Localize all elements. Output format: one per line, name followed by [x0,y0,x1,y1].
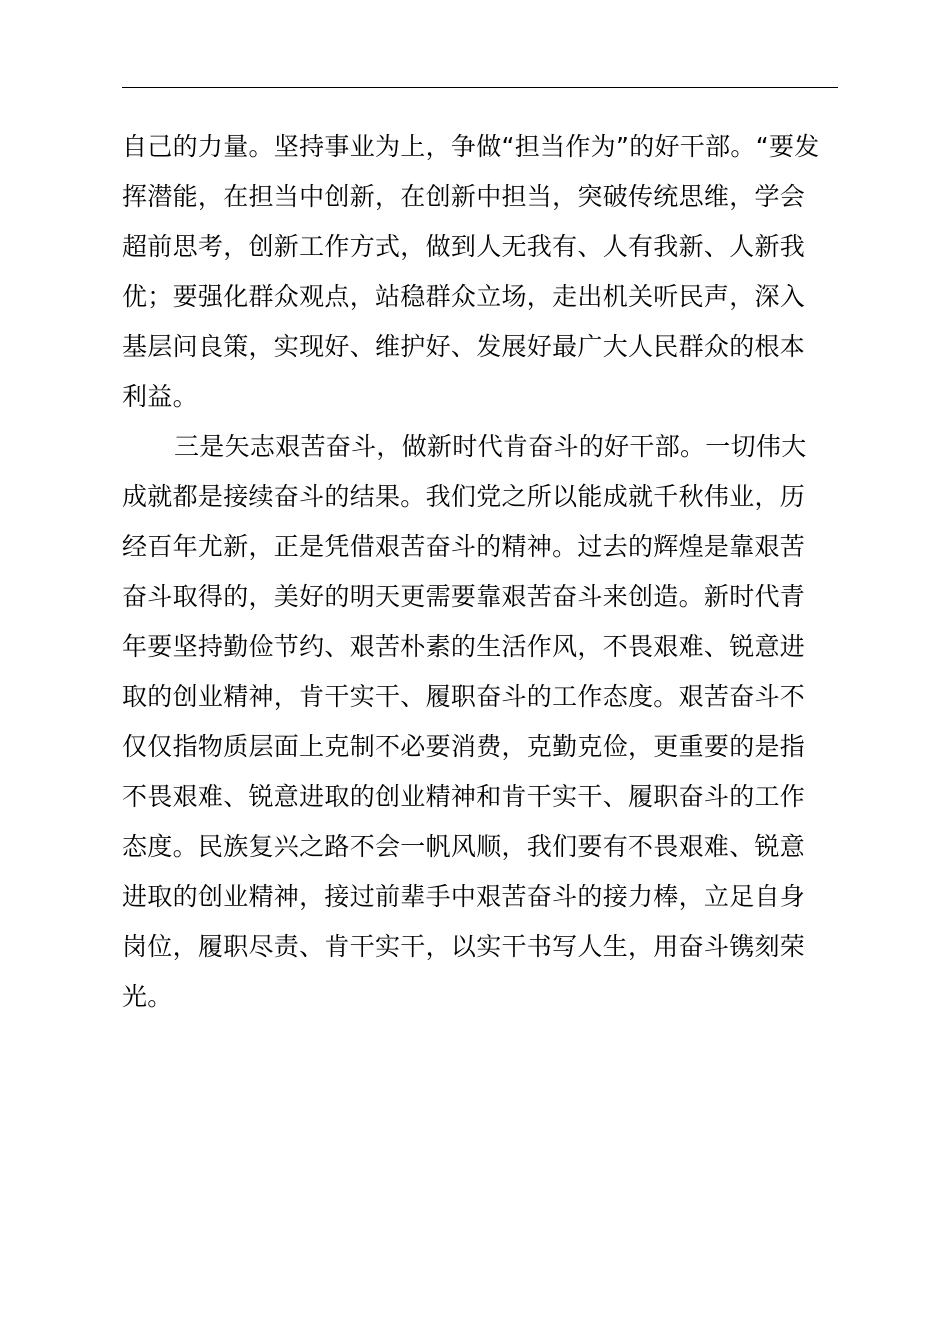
body-text [122,122,838,1022]
text-line: 成就都是接续奋斗的结果。我们党之所以能成就千秋伟业，历 [122,482,806,511]
text-line: 不畏艰难、锐意进取的创业精神和肯干实干、履职奋斗的工作 [122,782,806,811]
text-line: 超前思考，创新工作方式，做到人无我有、人有我新、人新我 [122,232,806,261]
text-line: 年要坚持勤俭节约、艰苦朴素的生活作风，不畏艰难、锐意进 [122,632,806,661]
text-line: 仅仅指物质层面上克制不必要消费，克勤克俭，更重要的是指 [122,732,806,761]
paragraph-first-line: 三是矢志艰苦奋斗，做新时代肯奋斗的好干部。一切伟大 [174,432,807,461]
text-line: 态度。民族复兴之路不会一帆风顺，我们要有不畏艰难、锐意 [122,832,806,861]
text-line: 经百年尤新，正是凭借艰苦奋斗的精神。过去的辉煌是靠艰苦 [122,532,806,561]
text-line: 优；要强化群众观点，站稳群众立场，走出机关听民声，深入 [122,282,806,311]
text-line: 岗位，履职尽责、肯干实干，以实干书写人生，用奋斗镌刻荣 [122,932,806,961]
text-line: 奋斗取得的，美好的明天更需要靠艰苦奋斗来创造。新时代青 [122,582,806,611]
header-rule [122,87,838,88]
text-line: 进取的创业精神，接过前辈手中艰苦奋斗的接力棒，立足自身 [122,882,806,911]
text-line: 光。 [122,982,173,1011]
text-line: 挥潜能，在担当中创新，在创新中担当，突破传统思维，学会 [122,182,806,211]
text-line: 基层问良策，实现好、维护好、发展好最广大人民群众的根本 [122,332,806,361]
text-line: 自己的力量。坚持事业为上，争做“担当作为”的好干部。“要发 [122,132,820,161]
text-line: 利益。 [122,382,198,411]
text-line: 取的创业精神，肯干实干、履职奋斗的工作态度。艰苦奋斗不 [122,682,806,711]
